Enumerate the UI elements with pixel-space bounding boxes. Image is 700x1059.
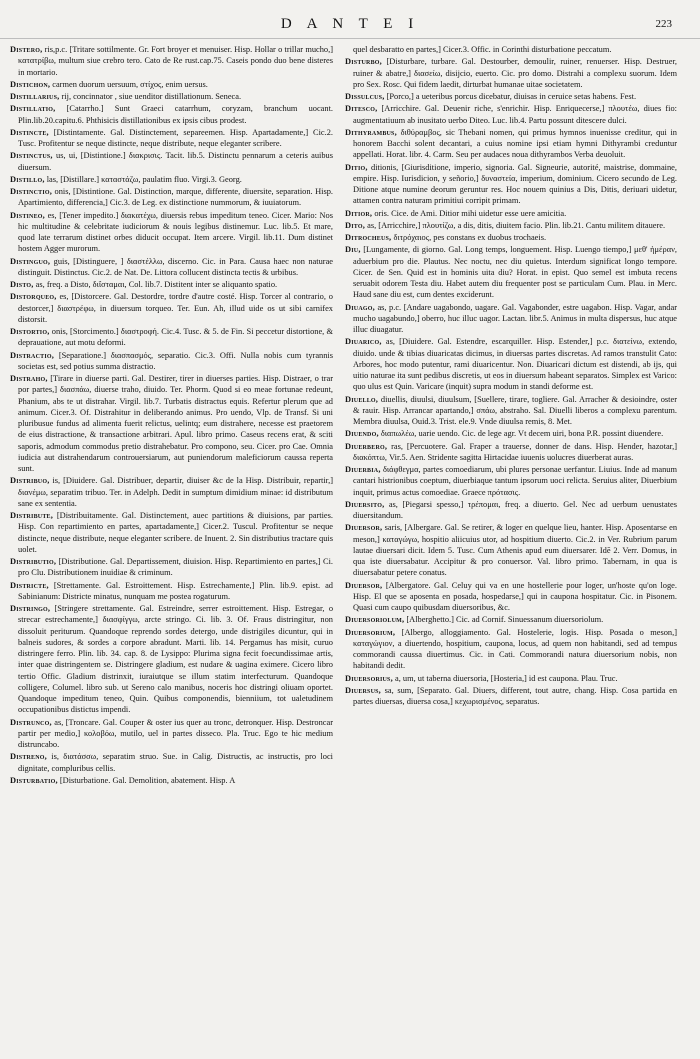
- entry-headword: Distortio,: [10, 327, 50, 336]
- dictionary-entry: [345, 394, 677, 428]
- entry-text: is, [Diuidere. Gal. Distribuer, departir, diuiser &c de la Hisp. Distribuir, repartir,] διανέμω, separatim tribuo. Ter. in Adelph. Dedit in sumptum dimidium minae: id distributum sane ex sententia.: [18, 476, 333, 508]
- entry-headword: Diuersorium,: [345, 627, 396, 637]
- entry-text: guis, [Distinguere, ] διαστέλλω, discerno. Cic. in Para. Causa haec non naturae distinguit. Distinctus. Cic.2. de Nat. De. Littora collucent distincta tectis & urbibus.: [18, 256, 333, 277]
- entry-text: [Lungamente, di giorno. Gal. Long temps, longuement. Hisp. Luengo tiempo,] μεθ' ἡμέραν, aduerbium pro die. Plautus. Nec noctu, nec diu quietus. Interdum significat longo tempore. Cicer. de Sen. Quid est in hominis uita diu? Horat. in epist. Quo semel est imbuta recens seruabit odorem Testa diu. Habet autem diu frequenter post se particulam Cum. Plau. in Merc. Haud sane diu est, cum dentes exciderunt.: [353, 245, 677, 300]
- entry-text: onis, [Storcimento.] διαστροφή. Cic.4. Tusc. & 5. de Fin. Si peccetur distortione, & deprauatione, aut motu deformi.: [18, 327, 333, 348]
- page-number: 223: [655, 18, 672, 30]
- entry-text: as, freq. a Disto, διΐσταμαι, Col. lib.7. Distitent inter se aliquanto spatio.: [35, 280, 278, 289]
- entry-headword: Distineo,: [10, 210, 45, 220]
- entry-text: carmen duorum uersuum, στίχος, enim uersus.: [52, 79, 208, 89]
- entry-headword: Ditio,: [345, 162, 368, 172]
- left-column: [10, 44, 333, 1050]
- dictionary-entry: [10, 210, 333, 255]
- dictionary-entry: [345, 441, 677, 464]
- dictionary-entry: [345, 673, 677, 684]
- header-rule: [0, 38, 700, 39]
- entry-headword: Disturbatio,: [10, 775, 58, 785]
- entry-headword: Diuarico,: [345, 337, 382, 347]
- entry-text: es, [Distorcere. Gal. Destordre, tordre d'autre costé. Hisp. Torcer al contrario, o destorcer,] διαστρέφω, in diuersum torqueo. Ter. Eun. Ah, illud uide os ut sibi carnifex distorsit.: [18, 292, 333, 324]
- entry-headword: Diuersor,: [345, 523, 383, 533]
- entry-headword: Distero,: [10, 45, 43, 54]
- running-head: D A N T E I: [280, 16, 420, 32]
- dictionary-entry: [345, 685, 677, 708]
- entry-text: rij, concinnator , siue uenditor distillationum. Seneca.: [61, 92, 242, 101]
- dictionary-entry: [10, 475, 333, 509]
- entry-text: [Disturbare, turbare. Gal. Destourber, demoulir, ruiner, renuerser. Hisp. Destruer, ruiner & abatre,] διασείω, disijcio, euerto. Cic. pro domo. Distrahi a complexu suorum. Idem pro Sex. Rosc. Qui fidem laedit, dirturbat humanae uitae societatem.: [353, 57, 677, 89]
- entry-text: diuellis, diuulsi, diuulsum, [Suellere, tirare, togliere. Gal. Arracher & desioindre, oster & rauir. Hisp. Arrancar apartando,] σπάω, abstraho. Sal. Diuelli liberos a complexu parentum. Membra diuulsa, Ouid.3. Trist. ele.9. Vnde diuulsa remis, 8. Met.: [353, 394, 677, 426]
- entry-text: ras, [Percuotere. Gal. Fraper a trauerse, donner de dans. Hisp. Hender, hazotar,] διακόπτω, Vir.5. Aen. Stridente sagitta Hirtacidae iuuenis uolucres diuerberat auras.: [353, 441, 677, 462]
- entry-headword: Distinctus,: [10, 151, 53, 161]
- dictionary-entry: [10, 291, 333, 325]
- entry-headword: Distraho,: [10, 374, 48, 383]
- entry-headword: Diuello,: [345, 394, 379, 404]
- entry-text: διθύραμβος, sic Thebani nomen, qui primus hymnos inuenisse creditur, qui in honorem Bacchi solent decantari, a cuius nomine ipsi etiam hymni Dithyrambi creduntur appellati. Horat. libr. 4. Carm. Seu per audaces noua dithyrambos Verba deuoluit.: [353, 127, 677, 160]
- dictionary-entry: [345, 208, 677, 219]
- entry-headword: Distreno,: [10, 752, 47, 762]
- dictionary-entry: [10, 326, 333, 349]
- entry-text: us, ui, [Distintione.] διακρισις. Tacit. lib.5. Distinctu pennarum a ceteris auibus diuersum.: [18, 151, 333, 172]
- dictionary-entry: [10, 256, 333, 279]
- dictionary-entry: [345, 244, 677, 300]
- dictionary-entry: [345, 464, 677, 498]
- entry-headword: Diuersus,: [345, 685, 381, 695]
- entry-text: sa, sum, [Separato. Gal. Diuers, different, tout autre, chang. Hisp. Cosa partida en partes diuersas, diuersa cosa,] κεχωρισμένος, separatus.: [353, 685, 677, 706]
- entry-headword: Diuersito,: [345, 499, 385, 509]
- dictionary-entry: [10, 556, 333, 579]
- entry-text: [Distintamente. Gal. Distinctement, separeemen. Hisp. Apartadamente,] Cic.2. Tusc. Profitentur se neque distincte, neque distribute, neque eleganter scribere.: [18, 127, 333, 148]
- entry-headword: Disturbo,: [345, 57, 382, 67]
- entry-text: [Arricchire. Gal. Deuenir riche, s'enrichir. Hisp. Enriquecerse,] πλουτέω, diues fio: augmentatiuum ab inusitato uerbo Diteo. Luc. lib.4. Partu possunt ditescere dulci.: [353, 104, 677, 125]
- dictionary-entry: [345, 428, 677, 439]
- dictionary-entry: [10, 580, 333, 603]
- dictionary-entry: [10, 103, 333, 126]
- entry-text: as, [Piegarsi spesso,] τρέπομαι, freq. a diuerto. Gel. Nec ad uerbum uenustates diuersitandum.: [353, 499, 677, 520]
- entry-text: las, [Distillare.] καταστάζω, paulatim fluo. Virgi.3. Georg.: [46, 174, 242, 184]
- dictionary-entry: [10, 279, 333, 290]
- entry-text: ditionis, [Giurisditione, imperio, signoria. Gal. Signeurie, autorité, maistrise, dommaine, empire. Hisp. Iurisdicion, y señorio,] δυναστεία, imperium, dominium. Cicero secundo de Leg. Ditione atque numine deorum geruntur res. Hoc nouem quinius a Dis, Ditis, deriuari uidetur, attamen contra naturam primitiui corripit primam.: [353, 162, 677, 206]
- entry-headword: Distichon,: [10, 79, 51, 89]
- dictionary-entry: [10, 186, 333, 209]
- entry-text: [Albergatore. Gal. Celuy qui va en une hostellerie pour loger, un'hoste qu'on loge. Hisp. El que se aposenta en posada, hospedarse,] qui in caupona hospitatur. Cic. in Pisonem. Quasi cum caupo quibusdam diuersoribus, &c.: [353, 580, 677, 612]
- dictionary-entry: [10, 603, 333, 716]
- entry-text: [Distributione. Gal. Departissement, diuision. Hisp. Repartimiento en partes,] Ci. pro Clu. Distributionem inuidiae & criminum.: [18, 557, 333, 578]
- entry-headword: Ditior,: [345, 208, 373, 218]
- entry-headword: Diuersoriolum,: [345, 615, 405, 625]
- entry-text: as, [Arricchire,] πλουτίζω, a dis, ditis, diuitem facio. Plin. lib.21. Cantu militem ditauere.: [367, 220, 666, 230]
- entry-text: [Disturbatione. Gal. Demolition, abatement. Hisp. A: [59, 775, 236, 785]
- dictionary-entry: [345, 302, 677, 336]
- entry-headword: Dito,: [345, 220, 366, 230]
- entry-text: [Porco,] a ueteribus porcus dicebatur, diuisas in ceruice setas habens. Fest.: [386, 92, 637, 101]
- entry-headword: Diuersorius,: [345, 673, 393, 683]
- entry-text: a, um, ut taberna diuersoria, [Hosteria,] id est caupona. Plau. Truc.: [394, 673, 618, 683]
- entry-text: as, [Troncare. Gal. Couper & oster ius quer au tronc, detronquer. Hisp. Destroncar partir per medio,] κολοβόω, mutilo, uel in partes disseco. Pla. Truc. Ego te hic medium distruncabo.: [18, 717, 333, 749]
- dictionary-entry: [345, 232, 677, 243]
- entry-text: is, διατάσσω, separatim struo. Sue. in Calig. Distructis, ac instructis, pro loci dignitate, compluribus cellis.: [18, 752, 333, 773]
- dictionary-entry: [10, 510, 333, 555]
- entry-headword: Distinguo,: [10, 256, 51, 266]
- page-header: [0, 16, 700, 40]
- entry-headword: Diuersor,: [345, 580, 383, 590]
- entry-text: saris, [Albergare. Gal. Se retirer, & loger en quelque lieu, hanter. Hisp. Aposentarse en meson,] καταγώγω, hospitio aliicuius utor, ad hospitium diuerto. Cic.2. in Ver. Rubrium parum lautae diuersari dicit. Idem 5. Tusc. Cum Athenis apud eum diuersarer. Idē 2. Verr. Domus, in qua iste diuersabatur. Accipitur & pro conuersor. Val. libro primo. Tabernam, in qua is diuersabatur petere conatus.: [353, 523, 677, 578]
- dictionary-entry: [345, 44, 677, 55]
- entry-headword: Diuerbero,: [345, 441, 388, 451]
- dictionary-entry: [345, 336, 677, 392]
- entry-headword: Distillo,: [10, 174, 45, 184]
- entry-text: διτρόχαιος, pes constans ex duobus trochaeis.: [393, 233, 547, 242]
- dictionary-entry: [10, 751, 333, 774]
- entry-headword: Distributio,: [10, 557, 57, 566]
- dictionary-entry: [345, 580, 677, 614]
- entry-text: [Strettamente. Gal. Estroittement. Hisp. Estrechamente,] Plin. lib.9. epist. ad Sabinianum: Districte minatus, nunquam me postea rogaturum.: [18, 580, 333, 601]
- dictionary-entry: [345, 522, 677, 578]
- dictionary-entry: [345, 127, 677, 161]
- entry-headword: Diuendo,: [345, 429, 379, 439]
- entry-headword: Distrunco,: [10, 717, 52, 727]
- dictionary-entry: [345, 614, 677, 625]
- entry-headword: Ditrocheus,: [345, 233, 392, 242]
- entry-text: as, p.c. [Andare uagabondo, uagare. Gal. Vagabonder, estre uagabon. Hisp. Vagar, andar mucho uagabundo,] oberro, huc illuc uagor. Lactan. libr.5. Animus in multa dispersus, huc atque illuc diuagatur.: [353, 302, 677, 334]
- entry-text: [Tirare in diuerse parti. Gal. Destirer, tirer in diuerses parties. Hisp. Distraer, o trar por partes,] διασπάω, diuerse traho, diuido. Ter. Phorm. Quod si eo meae fortunae redeunt, Phanium, abs te ut distrahar. Virgil. lib.7. Turbatis distractus equis. Refertur plerum que ad animum. Cicer.3. Of. Distrahitur in deliberando animus. Pro uendo, Vlp. de Transf. Si uni pluribusue fundus ad alimenta fuerit relictus, uelintq; eum distrahere, necesse est praetorem de eius distractione, & transactione arbitrari. Apul. libro primo. Caseus recens erat, & sciti saporis, admodum commodus pretio distrahebatur. Pro compono, seu. Cicer. pro Cae. Omnia iudicia aut distrahendarum controuersiarum, aut puniendorum maleficiorum caussa reperta sunt.: [18, 374, 333, 473]
- dictionary-entry: [345, 103, 677, 126]
- entry-text: quel desbaratto en partes,] Cicer.3. Offic. in Corinthi disturbatione peccatum.: [353, 45, 612, 54]
- dictionary-entry: [345, 91, 677, 102]
- entry-headword: Distringo,: [10, 604, 51, 613]
- entry-headword: Distinctio,: [10, 187, 53, 196]
- entry-text: [Separatione.] διασπασμός, separatio. Cic.3. Offi. Nulla nobis cum tyrannis societas est, sed potius summa distractio.: [18, 350, 333, 371]
- entry-text: [Distribuitamente. Gal. Distinctement, auec partitions & diuisions, par parties. Hisp. Con repartimiento en partes, apartadamente,] Cicer.2. Tuscul. Profitentur se neque distincte, neque distribute, neque eleganter scribere. de Inuent. 2. Sin distributius tractare quis uolet.: [18, 511, 333, 554]
- entry-headword: Distribute,: [10, 511, 54, 520]
- dictionary-entry: [10, 150, 333, 173]
- entry-headword: Dissulcus,: [345, 92, 385, 101]
- entry-headword: Distribuo,: [10, 476, 50, 486]
- dictionary-entry: [345, 220, 677, 231]
- dictionary-entry: [10, 717, 333, 751]
- entry-headword: Distorqueo,: [10, 292, 57, 302]
- entry-text: es, [Tener impedito.] διακατέχω, diuersis rebus impeditum teneo. Cicer. Mario: Nos hic multitudine & celebritate iudiciorum & nouis legibus distinemur. Luc. lib.5. Et mare, quod late terrarum distinet orbes diducit occupat. Item arcere. Virgil. lib.11. Dum distinet hostem Agger murorum.: [18, 210, 333, 254]
- entry-headword: Diuerbia,: [345, 465, 381, 474]
- entry-text: [Catarrho.] Sunt Graeci catarrhum, coryzam, branchum uocant. Plin.lib.20.capitu.6. Phthisicis distillationibus ex ipsis cibus prodest.: [18, 104, 333, 125]
- entry-headword: Diu,: [345, 245, 361, 255]
- entry-text: [Alberghetto.] Cic. ad Cornif. Sinuessanum diuersoriolum.: [406, 615, 604, 625]
- dictionary-entry: [345, 162, 677, 207]
- dictionary-entry: [10, 127, 333, 150]
- dictionary-entry: [10, 44, 333, 78]
- entry-headword: Districte,: [10, 580, 49, 590]
- dictionary-entry: [345, 56, 677, 90]
- dictionary-entry: [10, 373, 333, 474]
- entry-text: as, [Diuidere. Gal. Estendre, escarquiller. Hisp. Estender,] p.c. διατείνω, extendo, diuido. unde & tibias diuaricatas dicimus, in diuersas partes discretas. Ad ramos transtulit Cato: Arbores, hoc modo putentur, rami diuaricentur. Non. Diuaricari dictum est distendi, ab ijs, qui uitio naturae ita sunt pedibus discretis, ut eos in diuersum habeant separatos. Simplex est Varico: quo ulus est Quin. Varicare (inquit) supra modum in standi deforme est.: [353, 337, 677, 392]
- dictionary-entry: [10, 174, 333, 185]
- entry-headword: Diuago,: [345, 302, 375, 312]
- entry-text: onis, [Distintione. Gal. Distinction, marque, differente, diuersite, separation. Hisp. Apartimiento, differencia,] Cic.3. de Leg. ex distinctione nummorum, & iuuiatorum.: [18, 187, 333, 208]
- entry-text: [Stringere strettamente. Gal. Estreindre, serrer estroittement. Hisp. Estregar, o strecar estrechamente,] διασφίγγω, arcte stringo. Ci. lib. 3. Of. Fraus distringitur, non dissoluit periturum. Quandoque reprendo sordes detergo, unde distrigiles dicuntur, qui in balneis sudores, & sordes a corpore abradunt. Marti. lib. 14. Pergamus has misit, curuo distringere ferro. Plin. lib. 34. cap. 8. de Lysippo: Plurima signa fecit foecundissimae artis, inter quae distringentem se. Distringere gladium, est nudare & uagina eximere. Cicero libro tertio Offic. Gladium distrinxit, iuraiutque se illum statim interfecturum. Quandoque colligere, Columel. libro sub. ut Sereno calo manibus, noceris hoc distringi oliuam oportet. Quandoque impeditum teneo, Quin. Quibus componendis, bienniium, tot ualetudinem occupationibus distictus impendi.: [18, 604, 333, 715]
- entry-headword: Disto,: [10, 280, 34, 289]
- dictionary-entry: [345, 499, 677, 522]
- dictionary-entry: [345, 627, 677, 672]
- entry-headword: Distillarius,: [10, 92, 60, 101]
- entry-text: διαπωλέω, uarie uendo. Cic. de lege agr. Vt decem uiri, bona P.R. possint diuendere.: [380, 429, 664, 439]
- dictionary-entry: [10, 91, 333, 102]
- dictionary-entry: [10, 350, 333, 373]
- entry-headword: Dithyrambus,: [345, 127, 397, 137]
- entry-headword: Distillatio,: [10, 104, 56, 114]
- dictionary-entry: [10, 775, 333, 786]
- right-column: [345, 44, 677, 1050]
- entry-text: oris. Cice. de Ami. Ditior mihi uidetur esse uere amicitia.: [374, 208, 567, 218]
- entry-headword: Distractio,: [10, 350, 55, 360]
- entry-text: [Albergo, alloggiamento. Gal. Hostelerie, logis. Hisp. Posada o meson,] καταγώγιον, a diuertendo, hospitium, caupona, locus, ad quem non habitandi, sed ad tempus commorandi caussa diuertimus. Cic. in Cati. Commorandi natura diuersorium nobis, non habitandi dedit.: [353, 627, 677, 671]
- entry-text: διάφθεγμα, partes comoediarum, ubi plures personae uerfantur. Liuius. Inde ad manum cantari histrionibus coeptum, diuerbiaque tantum ipsorum uoci relicta. Seruius aliter, Diuerbium inquit, primus actus comoediae. Graece πρότασις.: [353, 465, 677, 497]
- entry-headword: Distincte,: [10, 127, 49, 137]
- entry-headword: Ditesco,: [345, 104, 378, 114]
- dictionary-entry: [10, 79, 333, 90]
- entry-text: ris,p.c. [Tritare sottilmente. Gr. Fort broyer et menuiser. Hisp. Hollar o trillar mucho,] κατατρίβω, multum siue crebro tero. Cato de Re rust.cap.75. Caseis pondo duo bene disteres in mortario.: [18, 45, 333, 77]
